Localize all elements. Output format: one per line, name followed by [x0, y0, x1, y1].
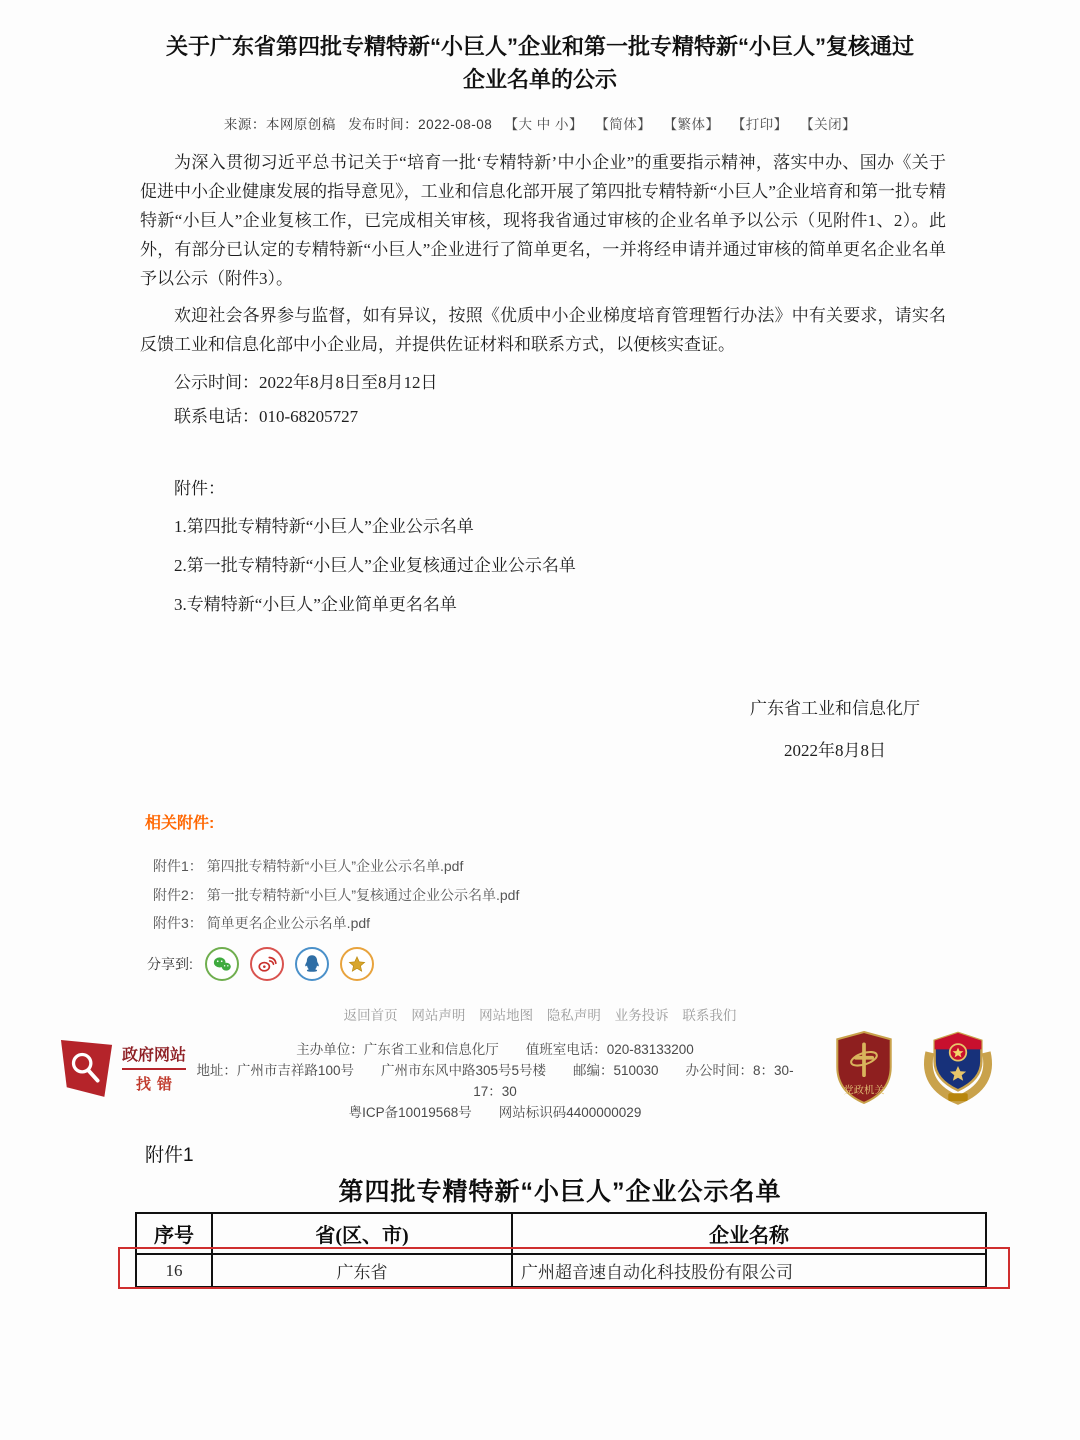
footer-link-privacy[interactable]: 隐私声明 — [546, 1008, 601, 1023]
attachment-item-3: 3.专精特新“小巨人”企业简单更名名单 — [174, 595, 457, 614]
close-button[interactable]: 【关闭】 — [800, 117, 857, 132]
annex-table-title: 第四批专精特新“小巨人”企业公示名单 — [338, 1178, 782, 1206]
wechat-icon — [209, 951, 235, 977]
footer-nav — [0, 1004, 1080, 1024]
qzone-star-icon — [344, 951, 370, 977]
page-title-line2: 企业名单的公示 — [462, 67, 617, 92]
related-file-link-3[interactable]: 简单更名企业公示名单.pdf — [206, 915, 371, 931]
qq-icon — [299, 951, 325, 977]
contact-phone: 联系电话：010-68205727 — [174, 407, 359, 426]
party-government-shield-icon — [833, 1030, 895, 1106]
related-file-link-1[interactable]: 第四批专精特新“小巨人”企业公示名单.pdf — [206, 858, 464, 874]
related-file-label-1: 附件1： — [153, 858, 203, 874]
footer-info-line3: 粤ICP备10019568号 网站标识码4400000029 — [348, 1105, 642, 1120]
cell-company-name: 广州超音速自动化科技股份有限公司 — [512, 1254, 986, 1287]
header-province: 省(区、市) — [212, 1213, 512, 1254]
footer-info-line1: 主办单位：广东省工业和信息化厅 值班室电话：020-83133200 — [296, 1042, 694, 1057]
body-paragraph-1: 为深入贯彻习近平总书记关于“培育一批‘专精特新’中小企业”的重要指示精神，落实中办、国办《关于促进中小企业健康发展的指导意见》，工业和信息化部开展了第四批专精特新“小巨人”企业培育和第一批专精特新“小巨人”企业复核工作，已完成相关审核，现将我省通过审核的企业名单予以公示（见附件1、2）。此外，有部分已认定的专精特新“小巨人”企业进行了简单更名，一并将经申请并通过审核的简单更名企业名单予以公示（附件3）。 — [140, 153, 946, 288]
header-company-name: 企业名称 — [512, 1213, 986, 1254]
footer-link-complaint[interactable]: 业务投诉 — [614, 1008, 669, 1023]
attachment-item-2: 2.第一批专精特新“小巨人”企业复核通过企业公示名单 — [174, 556, 576, 575]
cell-province: 广东省 — [212, 1254, 512, 1287]
police-emblem-icon — [920, 1026, 996, 1106]
related-file-row-1 — [145, 852, 845, 881]
share-wechat-button[interactable] — [205, 947, 239, 981]
error-badge-text — [122, 1042, 186, 1094]
share-label: 分享到: — [147, 955, 193, 972]
body-paragraph-2: 欢迎社会各界参与监督，如有异议，按照《优质中小企业梯度培育管理暂行办法》中有关要求，请实名反馈工业和信息化部中小企业局，并提供佐证材料和联系方式，以便核实查证。 — [140, 306, 946, 354]
share-qzone-button[interactable] — [340, 947, 374, 981]
header-serial-number: 序号 — [136, 1213, 212, 1254]
print-button[interactable]: 【打印】 — [731, 117, 788, 132]
meta-bar — [0, 113, 1080, 133]
page-title-line1: 关于广东省第四批专精特新“小巨人”企业和第一批专精特新“小巨人”复核通过 — [165, 34, 914, 59]
related-attachments — [145, 810, 845, 981]
related-file-row-3 — [145, 909, 845, 938]
weibo-icon — [254, 951, 280, 977]
error-badge-line1: 政府网站 — [122, 1042, 186, 1070]
traditional-button[interactable]: 【繁体】 — [663, 117, 720, 132]
signer-name: 广东省工业和信息化厅 — [750, 699, 920, 718]
share-row — [145, 947, 845, 981]
related-file-label-2: 附件2： — [153, 886, 203, 903]
site-error-report-badge[interactable] — [60, 1038, 186, 1098]
publish-time: 发布时间：2022-08-08 — [348, 117, 493, 132]
font-size-button[interactable]: 【大 中 小】 — [504, 117, 584, 132]
party-government-shield-badge[interactable] — [833, 1030, 895, 1111]
related-file-row-2 — [145, 881, 845, 910]
related-file-label-3: 附件3： — [153, 915, 203, 931]
sign-date: 2022年8月8日 — [784, 741, 886, 760]
related-attachments-heading: 相关附件: — [145, 815, 215, 832]
related-file-link-2[interactable]: 第一批专精特新“小巨人”复核通过企业公示名单.pdf — [206, 886, 520, 903]
signature-block — [710, 694, 960, 761]
police-record-badge[interactable] — [920, 1026, 996, 1111]
footer-info — [185, 1039, 805, 1123]
attachment-item-1: 1.第四批专精特新“小巨人”企业公示名单 — [174, 517, 474, 536]
footer-link-statement[interactable]: 网站声明 — [411, 1008, 466, 1023]
notice-time: 公示时间：2022年8月8日至8月12日 — [174, 373, 438, 392]
attachments-label: 附件： — [174, 479, 225, 498]
cell-serial-number: 16 — [136, 1254, 212, 1287]
page-title — [110, 30, 970, 96]
row-highlight-box — [118, 1247, 1010, 1289]
footer-info-line2: 地址：广州市吉祥路100号 广州市东风中路305号5号楼 邮编：510030 办公时间：8：30-17：30 — [196, 1063, 794, 1099]
footer-link-home[interactable]: 返回首页 — [343, 1008, 398, 1023]
annex-label: 附件1 — [145, 1145, 194, 1166]
error-report-flag-icon — [60, 1038, 114, 1098]
source-label: 来源：本网原创稿 — [223, 117, 336, 132]
svg-text:党政机关: 党政机关 — [843, 1085, 885, 1097]
share-qq-button[interactable] — [295, 947, 329, 981]
footer-link-contact[interactable]: 联系我们 — [682, 1008, 737, 1023]
simplified-button[interactable]: 【简体】 — [595, 117, 652, 132]
share-weibo-button[interactable] — [250, 947, 284, 981]
error-badge-line2: 找错 — [136, 1076, 179, 1093]
footer-link-sitemap[interactable]: 网站地图 — [479, 1008, 534, 1023]
